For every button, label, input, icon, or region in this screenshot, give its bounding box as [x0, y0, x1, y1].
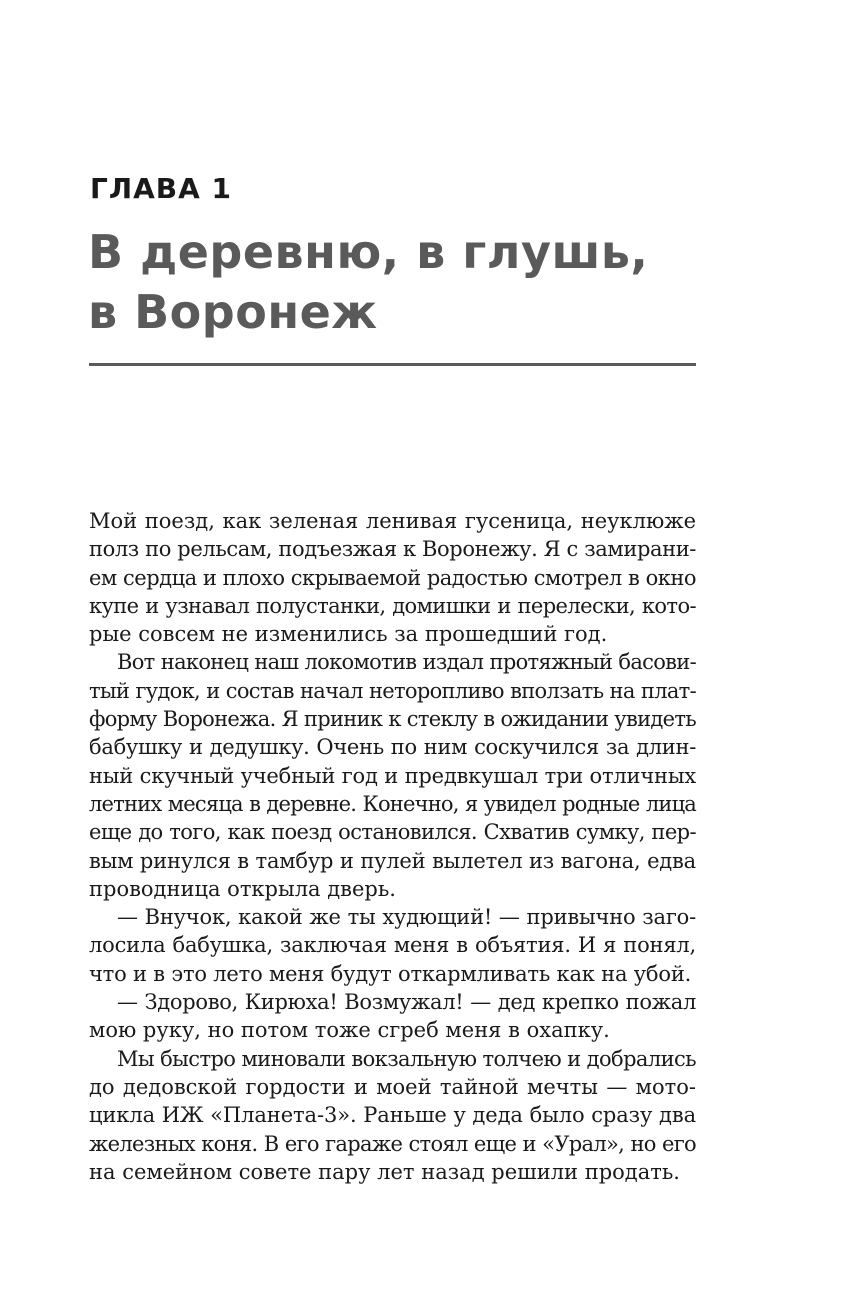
text-line: лосила бабушка, заключая меня в объятия. И я понял,	[89, 933, 696, 958]
paragraph	[89, 1045, 696, 1186]
paragraph	[89, 648, 696, 903]
chapter-title-line: в Воронеж	[88, 285, 378, 339]
text-line: цикла ИЖ «Планета-3». Раньше у деда было сразу два	[89, 1103, 696, 1128]
text-line: что и в это лето меня будут откармливать как на убой.	[89, 961, 692, 986]
text-line: еще до того, как поезд остановился. Схватив сумку, пер-	[89, 820, 696, 845]
text-line: форму Воронежа. Я приник к стеклу в ожидании увидеть	[89, 707, 696, 732]
text-line: Мы быстро миновали вокзальную толчею и добрались	[117, 1046, 696, 1071]
text-line: на семейном совете пару лет назад решили продать.	[89, 1159, 680, 1184]
text-line: — Внучок, какой же ты худющий! — привычно заго-	[117, 905, 696, 930]
chapter-label: ГЛАВА 1	[90, 172, 233, 205]
paragraph	[89, 507, 696, 648]
text-line: мою руку, но потом тоже сгреб меня в охапку.	[89, 1018, 610, 1043]
text-line: бабушку и дедушку. Очень по ним соскучился за длин-	[89, 735, 696, 760]
text-line: летних месяца в деревне. Конечно, я увидел родные лица	[89, 791, 696, 816]
text-line: тый гудок, и состав начал неторопливо вползать на плат-	[89, 678, 696, 703]
text-line: вым ринулся в тамбур и пулей вылетел из вагона, едва	[89, 848, 696, 873]
text-line: Мой поезд, как зеленая ленивая гусеница, неуклюже	[89, 509, 696, 533]
text-line: полз по рельсам, подъезжая к Воронежу. Я с замирани-	[89, 537, 696, 562]
text-line: проводница открыла дверь.	[89, 876, 396, 901]
text-line: ный скучный учебный год и предвкушал три отличных	[89, 763, 696, 788]
text-line: купе и узнавал полустанки, домишки и перелески, кото-	[89, 593, 696, 618]
paragraph	[89, 988, 696, 1045]
text-line: железных коня. В его гараже стоял еще и «Урал», но его	[89, 1131, 696, 1156]
chapter-title	[88, 222, 708, 342]
title-divider	[89, 363, 696, 366]
text-line: рые совсем не изменились за прошедший год.	[89, 622, 608, 647]
text-line: ем сердца и плохо скрываемой радостью смотрел в окно	[89, 565, 696, 590]
chapter-title-line: В деревню, в глушь,	[88, 225, 649, 279]
text-line: Вот наконец наш локомотив издал протяжный басови-	[117, 650, 696, 675]
text-line: — Здорово, Кирюха! Возмужал! — дед крепко пожал	[117, 990, 696, 1015]
paragraph	[89, 903, 696, 988]
text-line: до дедовской гордости и моей тайной мечты — мото-	[89, 1074, 696, 1099]
chapter-body	[89, 507, 696, 1186]
